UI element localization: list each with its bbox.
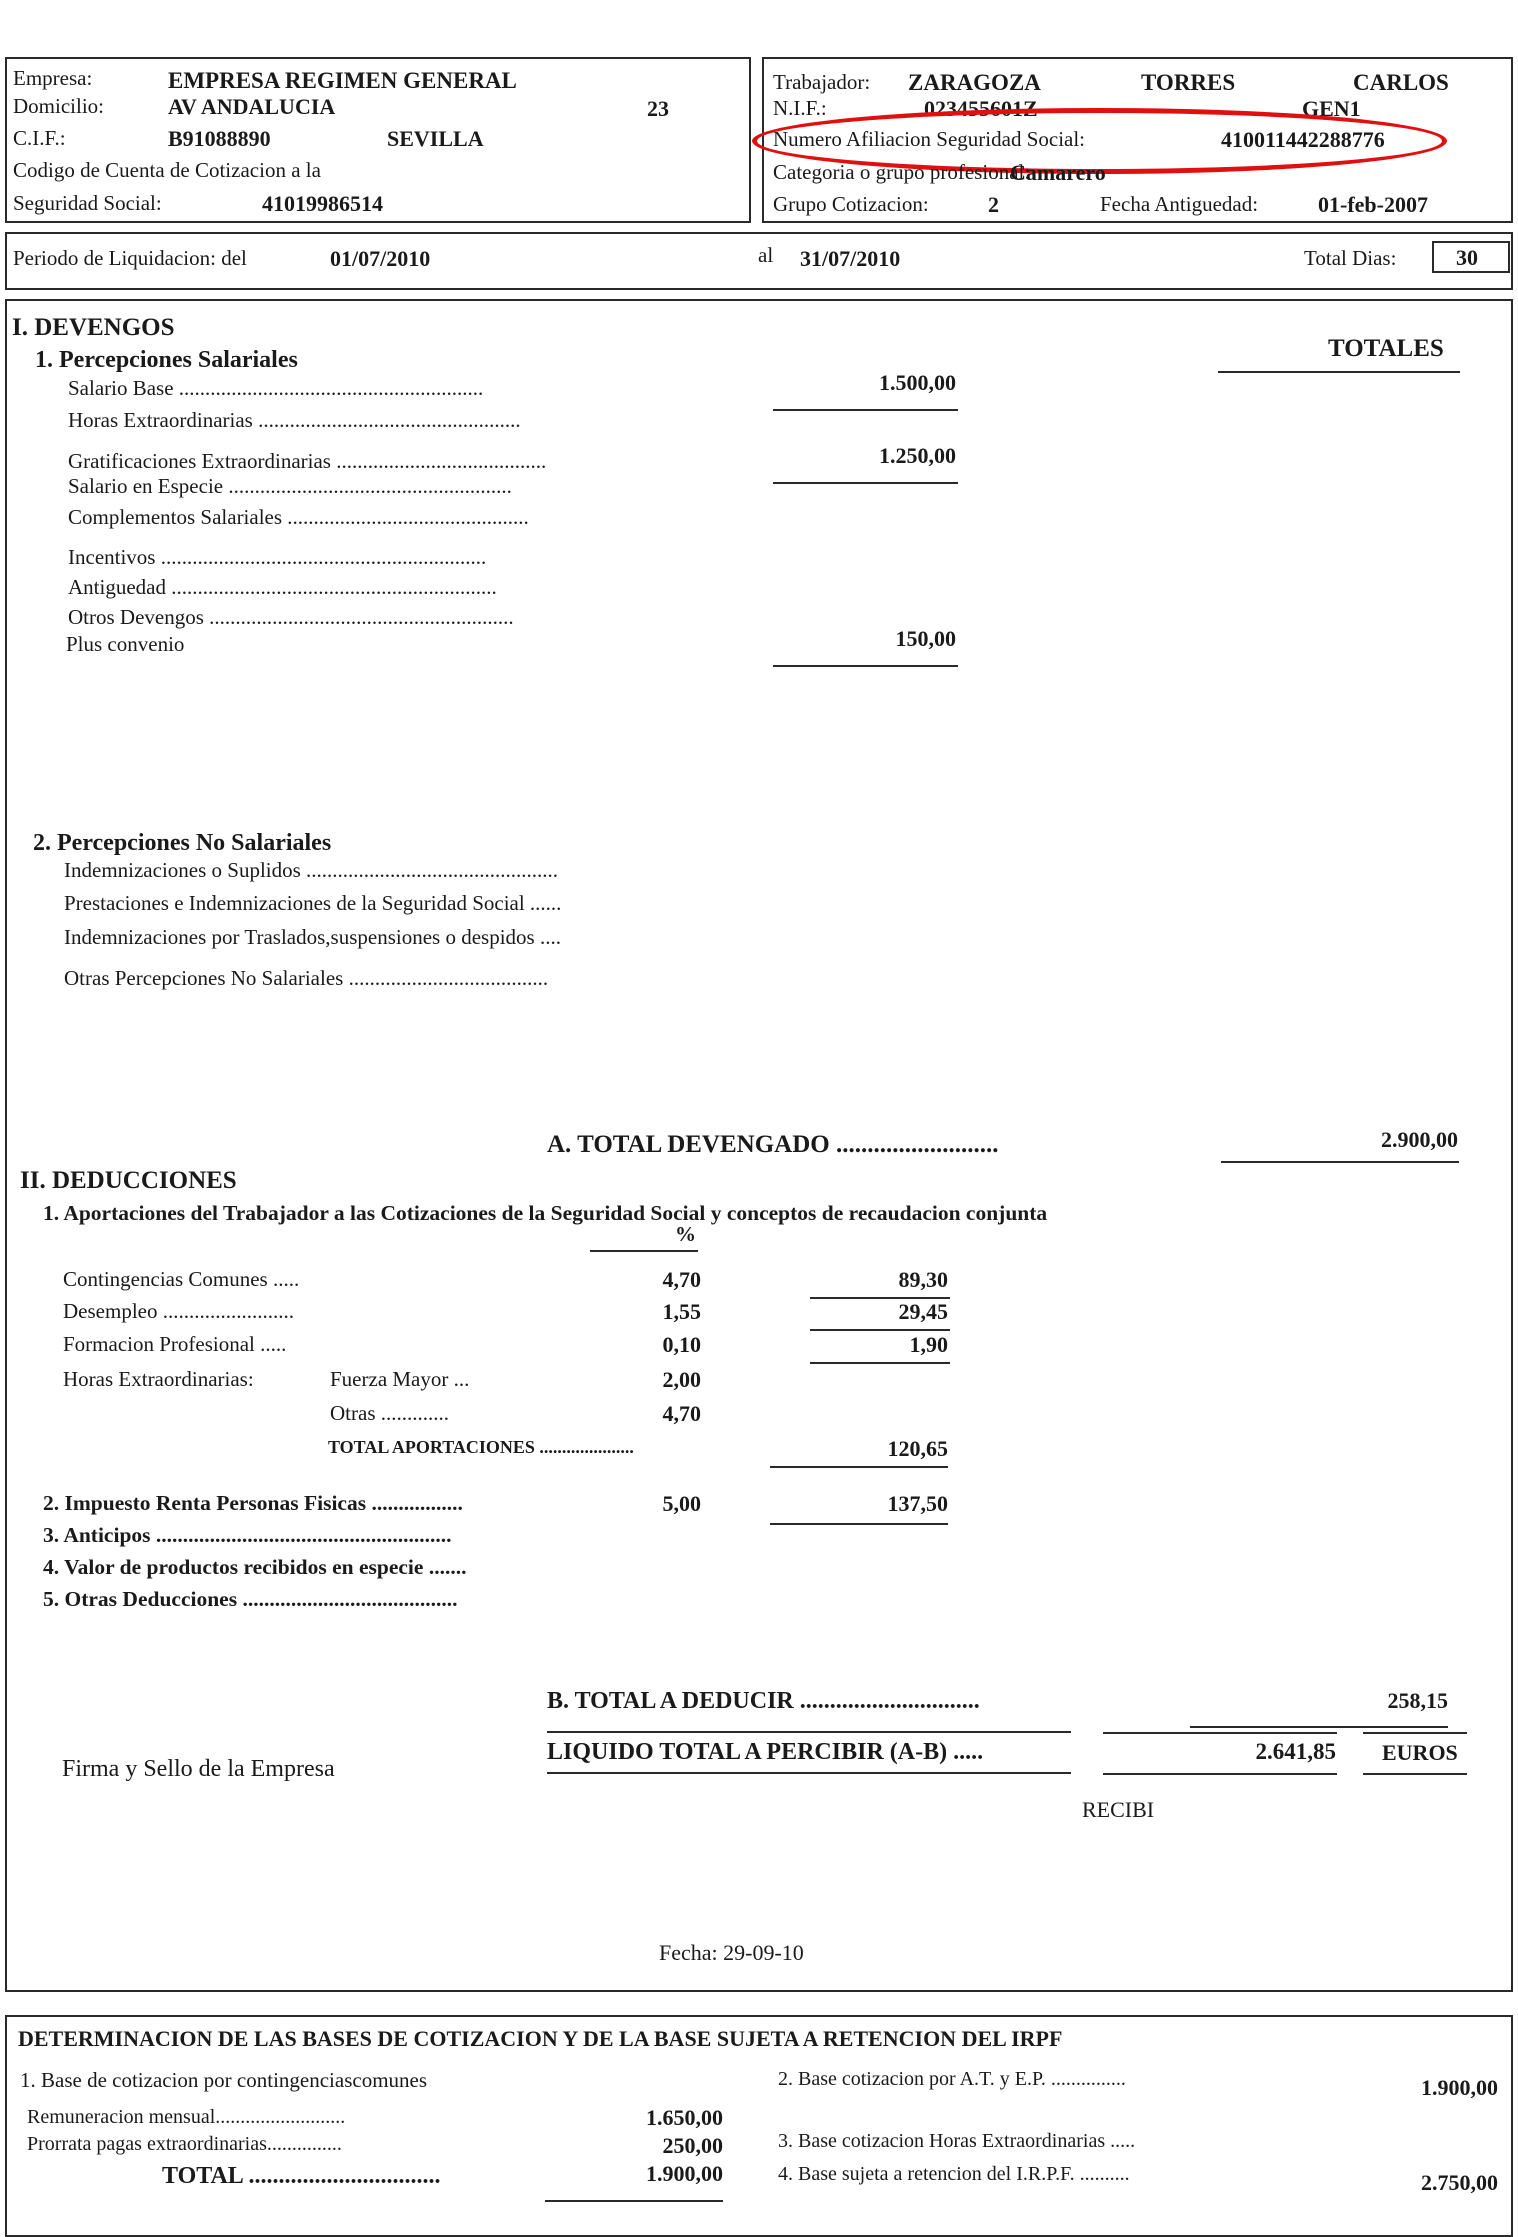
period-from: 01/07/2010	[330, 246, 431, 271]
period-label: Periodo de Liquidacion: del	[13, 246, 247, 270]
ccc-label-line1: Codigo de Cuenta de Cotizacion a la	[13, 158, 321, 182]
nif-label: N.I.F.:	[773, 96, 827, 120]
cif-label: C.I.F.:	[13, 126, 66, 150]
bases-item3-label: 3. Base cotizacion Horas Extraordinarias .....	[778, 2130, 1136, 2152]
nif-value: 023455601Z	[924, 96, 1038, 121]
bases-title: DETERMINACION DE LAS BASES DE COTIZACION Y DE LA BASE SUJETA A RETENCION DEL IRPF	[18, 2026, 1063, 2051]
worker-code: GEN1	[1302, 96, 1361, 121]
aportacion-pct: 4,70	[662, 1401, 701, 1426]
salarial-item-label: Gratificaciones Extraordinarias ........................................	[68, 449, 547, 473]
worker-surname1: ZARAGOZA	[908, 70, 1041, 95]
categoria-value: Camarero	[1010, 160, 1106, 185]
otras-deducciones-label: 5. Otras Deducciones ........................................	[43, 1587, 458, 1611]
salarial-item-label: Otros Devengos ..........................................................	[68, 605, 514, 629]
total-deducir-label: B. TOTAL A DEDUCIR ..............................	[547, 1688, 980, 1714]
bases-total-value: 1.900,00	[646, 2161, 723, 2186]
trabajador-label: Trabajador:	[773, 70, 871, 94]
salarial-item-label: Plus convenio	[66, 632, 185, 656]
salarial-item-underline	[773, 409, 958, 411]
bases-item1-label: 1. Base de cotizacion por contingenciascomunes	[20, 2068, 428, 2092]
empresa-value: EMPRESA REGIMEN GENERAL	[168, 68, 517, 93]
days-label: Total Dias:	[1304, 246, 1397, 270]
recibi-label: RECIBI	[1082, 1797, 1155, 1822]
bases-item4-value: 2.750,00	[1421, 2170, 1498, 2195]
total-aportaciones-label: TOTAL APORTACIONES .....................	[328, 1437, 634, 1457]
naf-value: 410011442288776	[1221, 127, 1385, 152]
aportacion-label: Desempleo .........................	[63, 1299, 294, 1323]
total-aportaciones-underline	[770, 1466, 948, 1468]
aportacion-sublabel: Fuerza Mayor ...	[330, 1367, 470, 1391]
aportaciones-title: 1. Aportaciones del Trabajador a las Cotizaciones de la Seguridad Social y conceptos de recaudacion conjunta	[43, 1201, 1048, 1225]
totales-header: TOTALES	[1328, 335, 1444, 362]
salarial-item-underline	[773, 665, 958, 667]
grupo-value: 2	[988, 192, 999, 217]
irpf-value: 137,50	[887, 1491, 948, 1516]
liquido-top-line-3	[1363, 1732, 1467, 1734]
no-salarial-item-label: Prestaciones e Indemnizaciones de la Seguridad Social ......	[64, 891, 562, 915]
deducciones-title: II. DEDUCCIONES	[20, 1167, 237, 1194]
remuneracion-value: 1.650,00	[646, 2105, 723, 2130]
anticipos-label: 3. Anticipos .......................................................	[43, 1523, 452, 1547]
total-deducir-value: 258,15	[1387, 1688, 1448, 1713]
liquido-bottom-line-3	[1363, 1773, 1467, 1775]
aportacion-pct: 4,70	[662, 1267, 701, 1292]
aportacion-underline	[810, 1362, 950, 1364]
cif-value: B91088890	[168, 126, 271, 151]
aportacion-value: 89,30	[898, 1267, 948, 1292]
liquido-value: 2.641,85	[1255, 1739, 1336, 1764]
aportacion-label: Formacion Profesional .....	[63, 1332, 287, 1356]
period-to: 31/07/2010	[800, 246, 901, 271]
aportacion-label: Contingencias Comunes .....	[63, 1267, 300, 1291]
devengos-title: I. DEVENGOS	[12, 314, 175, 341]
prorrata-value: 250,00	[662, 2133, 723, 2158]
salarial-item-value: 150,00	[895, 626, 956, 651]
salarial-item-label: Salario Base ..........................................................	[68, 376, 484, 400]
city-value: SEVILLA	[387, 126, 484, 151]
salarial-item-label: Horas Extraordinarias ..................................................	[68, 408, 521, 432]
percent-underline	[590, 1250, 698, 1252]
fecha-label: Fecha: 29-09-10	[659, 1940, 804, 1965]
total-aportaciones-value: 120,65	[887, 1436, 948, 1461]
bases-total-label: TOTAL ................................	[162, 2163, 441, 2189]
days-value: 30	[1456, 245, 1478, 270]
aportacion-underline	[810, 1329, 950, 1331]
bases-item4-label: 4. Base sujeta a retencion del I.R.P.F. ..........	[778, 2163, 1130, 2185]
ccc-label-line2: Seguridad Social:	[13, 191, 162, 215]
domicilio-number: 23	[647, 96, 669, 121]
aportacion-pct: 1,55	[662, 1299, 701, 1324]
aportacion-sublabel: Otras .............	[330, 1401, 449, 1425]
worker-surname2: TORRES	[1141, 70, 1236, 95]
liquido-top-line-2	[1103, 1732, 1337, 1734]
no-salarial-item-label: Otras Percepciones No Salariales ......................................	[64, 966, 549, 990]
bases-total-underline	[545, 2200, 723, 2202]
totales-underline	[1218, 371, 1460, 373]
aportacion-label: Horas Extraordinarias:	[63, 1367, 254, 1391]
aportacion-value: 1,90	[909, 1332, 948, 1357]
no-salarial-item-label: Indemnizaciones o Suplidos ................................................	[64, 858, 559, 882]
ccc-value: 41019986514	[262, 191, 383, 216]
no-salarial-item-label: Indemnizaciones por Traslados,suspensiones o despidos ....	[64, 925, 561, 949]
percent-header: %	[675, 1222, 696, 1246]
salarial-item-label: Incentivos ..............................................................	[68, 545, 487, 569]
total-deducir-underline	[1190, 1726, 1448, 1728]
aportacion-pct: 0,10	[662, 1332, 701, 1357]
bases-item2-value: 1.900,00	[1421, 2075, 1498, 2100]
naf-label: Numero Afiliacion Seguridad Social:	[773, 127, 1086, 151]
salarial-item-underline	[773, 482, 958, 484]
worker-name: CARLOS	[1353, 70, 1449, 95]
aportacion-value: 29,45	[898, 1299, 948, 1324]
prorrata-label: Prorrata pagas extraordinarias...............	[27, 2133, 342, 2155]
salarial-item-value: 1.250,00	[879, 443, 956, 468]
firma-label: Firma y Sello de la Empresa	[62, 1756, 335, 1782]
no-salariales-title: 2. Percepciones No Salariales	[33, 830, 332, 856]
domicilio-value: AV ANDALUCIA	[168, 94, 336, 119]
liquido-bottom-line-1	[547, 1772, 1071, 1774]
total-devengado-label: A. TOTAL DEVENGADO ..........................	[547, 1131, 999, 1158]
irpf-underline	[770, 1523, 948, 1525]
bases-item2-label: 2. Base cotizacion por A.T. y E.P. ...............	[778, 2068, 1126, 2090]
total-devengado-underline	[1221, 1161, 1459, 1163]
grupo-label: Grupo Cotizacion:	[773, 192, 929, 216]
antiguedad-label: Fecha Antiguedad:	[1100, 192, 1259, 216]
irpf-pct: 5,00	[662, 1491, 701, 1516]
liquido-bottom-line-2	[1103, 1773, 1337, 1775]
antiguedad-value: 01-feb-2007	[1318, 192, 1428, 217]
salarial-item-value: 1.500,00	[879, 370, 956, 395]
liquido-top-line-1	[547, 1731, 1071, 1733]
period-to-label: al	[758, 243, 774, 267]
domicilio-label: Domicilio:	[13, 94, 104, 118]
especie-label: 4. Valor de productos recibidos en especie .......	[43, 1555, 467, 1579]
currency-label: EUROS	[1382, 1740, 1458, 1765]
remuneracion-label: Remuneracion mensual..........................	[27, 2106, 346, 2128]
categoria-label: Categoria o grupo profesional:	[773, 160, 1031, 184]
irpf-label: 2. Impuesto Renta Personas Fisicas .................	[43, 1491, 463, 1515]
salarial-item-label: Complementos Salariales ..............................................	[68, 505, 529, 529]
salariales-title: 1. Percepciones Salariales	[35, 347, 298, 373]
aportacion-pct: 2,00	[662, 1367, 701, 1392]
liquido-label: LIQUIDO TOTAL A PERCIBIR (A-B) .....	[547, 1739, 984, 1765]
total-devengado-value: 2.900,00	[1381, 1127, 1458, 1152]
salarial-item-label: Antiguedad ..............................................................	[68, 575, 497, 599]
salarial-item-label: Salario en Especie ......................................................	[68, 474, 512, 498]
empresa-label: Empresa:	[13, 66, 93, 90]
